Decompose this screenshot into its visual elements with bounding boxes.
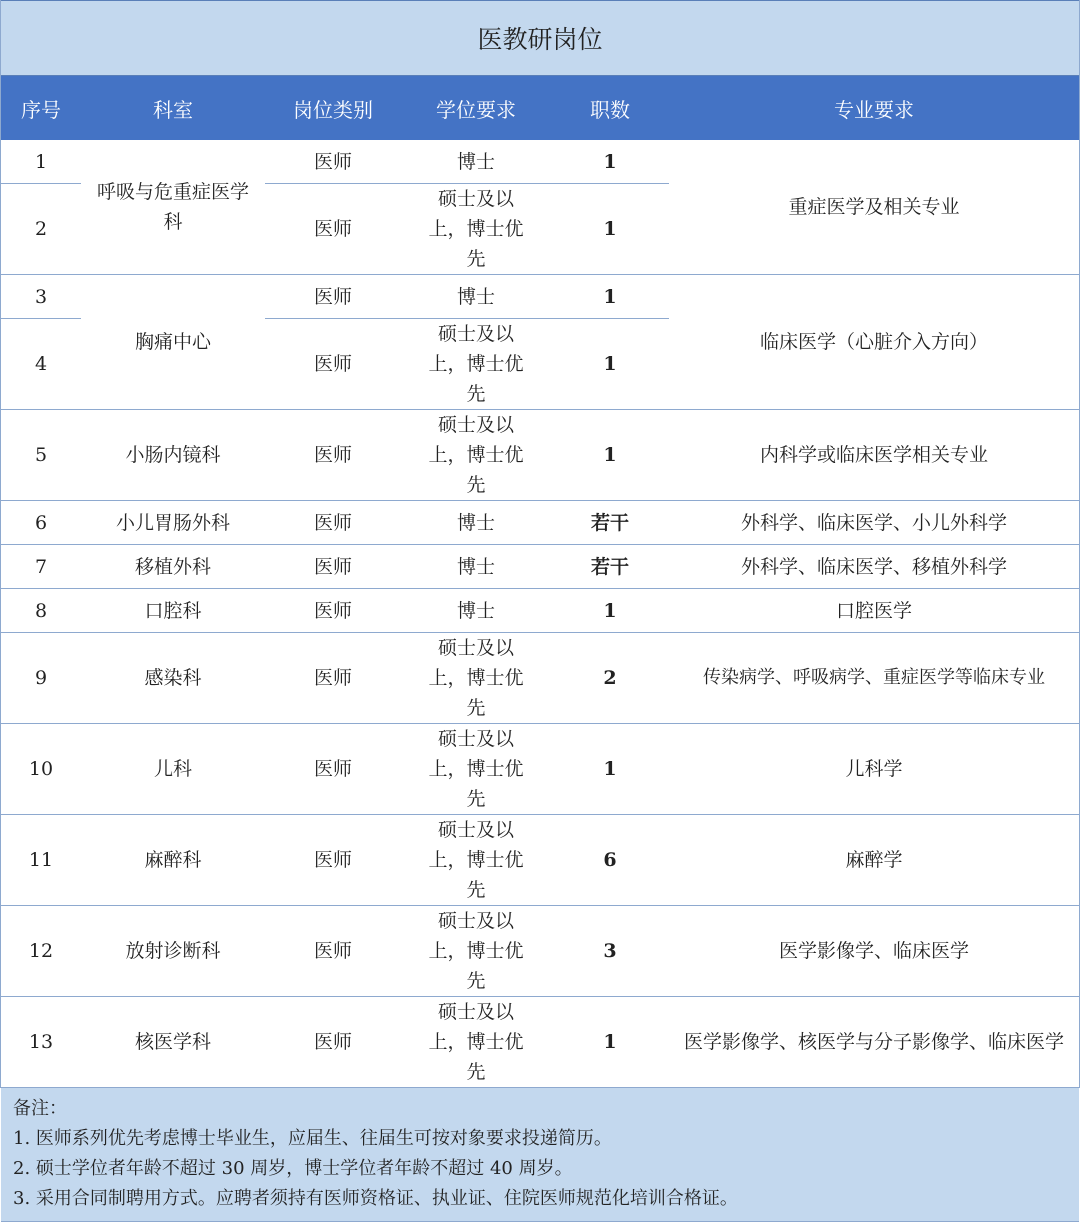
header-no: 序号 (1, 76, 81, 140)
row-dept: 呼吸与危重症医学科 (81, 140, 265, 275)
header-type: 岗位类别 (265, 76, 401, 140)
table-header-row (1, 76, 1079, 140)
row-dept: 放射诊断科 (81, 906, 265, 997)
row-count: 1 (551, 410, 669, 501)
row-major: 口腔医学 (669, 589, 1079, 633)
row-dept: 小肠内镜科 (81, 410, 265, 501)
row-count: 1 (551, 589, 669, 633)
row-degree: 硕士及以上，博士优先 (401, 410, 551, 501)
row-type: 医师 (265, 906, 401, 997)
row-dept: 麻醉科 (81, 815, 265, 906)
table-row (1, 589, 1079, 633)
row-type: 医师 (265, 184, 401, 275)
row-degree: 硕士及以上，博士优先 (401, 906, 551, 997)
row-type: 医师 (265, 633, 401, 724)
row-no: 5 (1, 410, 81, 501)
row-degree: 博士 (401, 140, 551, 184)
row-no: 7 (1, 545, 81, 589)
header-count: 职数 (551, 76, 669, 140)
row-count: 2 (551, 633, 669, 724)
row-no: 1 (1, 140, 81, 184)
header-major: 专业要求 (669, 76, 1079, 140)
table-row (1, 501, 1079, 545)
row-no: 4 (1, 319, 81, 410)
row-count: 6 (551, 815, 669, 906)
table-row (1, 633, 1079, 724)
table-row (1, 545, 1079, 589)
row-degree: 博士 (401, 501, 551, 545)
row-degree: 硕士及以上，博士优先 (401, 997, 551, 1088)
row-degree: 博士 (401, 589, 551, 633)
row-degree: 博士 (401, 545, 551, 589)
row-type: 医师 (265, 815, 401, 906)
row-type: 医师 (265, 997, 401, 1088)
row-count: 3 (551, 906, 669, 997)
row-major: 临床医学（心脏介入方向） (669, 275, 1079, 410)
row-count: 1 (551, 319, 669, 410)
page-title: 医教研岗位 (1, 0, 1079, 76)
row-no: 9 (1, 633, 81, 724)
table-row (1, 815, 1079, 906)
row-degree: 硕士及以上，博士优先 (401, 633, 551, 724)
row-major: 内科学或临床医学相关专业 (669, 410, 1079, 501)
row-major: 医学影像学、临床医学 (669, 906, 1079, 997)
row-count: 1 (551, 184, 669, 275)
header-dept: 科室 (81, 76, 265, 140)
row-type: 医师 (265, 410, 401, 501)
row-count: 1 (551, 275, 669, 319)
row-dept: 移植外科 (81, 545, 265, 589)
table-row (1, 410, 1079, 501)
row-type: 医师 (265, 589, 401, 633)
row-dept: 感染科 (81, 633, 265, 724)
row-major: 外科学、临床医学、移植外科学 (669, 545, 1079, 589)
row-no: 13 (1, 997, 81, 1088)
row-no: 6 (1, 501, 81, 545)
row-degree: 硕士及以上，博士优先 (401, 724, 551, 815)
note-item: 3. 采用合同制聘用方式。应聘者须持有医师资格证、执业证、住院医师规范化培训合格证。 (13, 1188, 738, 1209)
row-type: 医师 (265, 724, 401, 815)
header-degree: 学位要求 (401, 76, 551, 140)
positions-table (1, 76, 1079, 1088)
row-degree: 硕士及以上，博士优先 (401, 184, 551, 275)
table-row (1, 275, 1079, 319)
row-major: 外科学、临床医学、小儿外科学 (669, 501, 1079, 545)
row-degree: 硕士及以上，博士优先 (401, 815, 551, 906)
row-no: 11 (1, 815, 81, 906)
row-dept: 口腔科 (81, 589, 265, 633)
row-count: 若干 (551, 501, 669, 545)
row-major: 儿科学 (669, 724, 1079, 815)
row-no: 12 (1, 906, 81, 997)
row-major: 重症医学及相关专业 (669, 140, 1079, 275)
notes-section (1, 1088, 1079, 1222)
notes-heading: 备注： (13, 1098, 67, 1119)
table-row (1, 906, 1079, 997)
row-count: 1 (551, 997, 669, 1088)
row-no: 8 (1, 589, 81, 633)
row-major: 医学影像学、核医学与分子影像学、临床医学 (669, 997, 1079, 1088)
row-type: 医师 (265, 140, 401, 184)
row-major: 传染病学、呼吸病学、重症医学等临床专业 (669, 633, 1079, 724)
row-type: 医师 (265, 319, 401, 410)
table-row (1, 997, 1079, 1088)
row-dept: 核医学科 (81, 997, 265, 1088)
row-no: 10 (1, 724, 81, 815)
note-item: 1. 医师系列优先考虑博士毕业生，应届生、往届生可按对象要求投递简历。 (13, 1128, 612, 1149)
table-row (1, 140, 1079, 184)
row-dept: 儿科 (81, 724, 265, 815)
row-dept: 胸痛中心 (81, 275, 265, 410)
row-count: 1 (551, 140, 669, 184)
table-row (1, 724, 1079, 815)
row-major: 麻醉学 (669, 815, 1079, 906)
row-degree: 硕士及以上，博士优先 (401, 319, 551, 410)
row-count: 1 (551, 724, 669, 815)
row-type: 医师 (265, 501, 401, 545)
row-type: 医师 (265, 545, 401, 589)
row-degree: 博士 (401, 275, 551, 319)
row-no: 3 (1, 275, 81, 319)
row-no: 2 (1, 184, 81, 275)
row-count: 若干 (551, 545, 669, 589)
row-dept: 小儿胃肠外科 (81, 501, 265, 545)
row-type: 医师 (265, 275, 401, 319)
note-item: 2. 硕士学位者年龄不超过 30 周岁，博士学位者年龄不超过 40 周岁。 (13, 1158, 573, 1179)
